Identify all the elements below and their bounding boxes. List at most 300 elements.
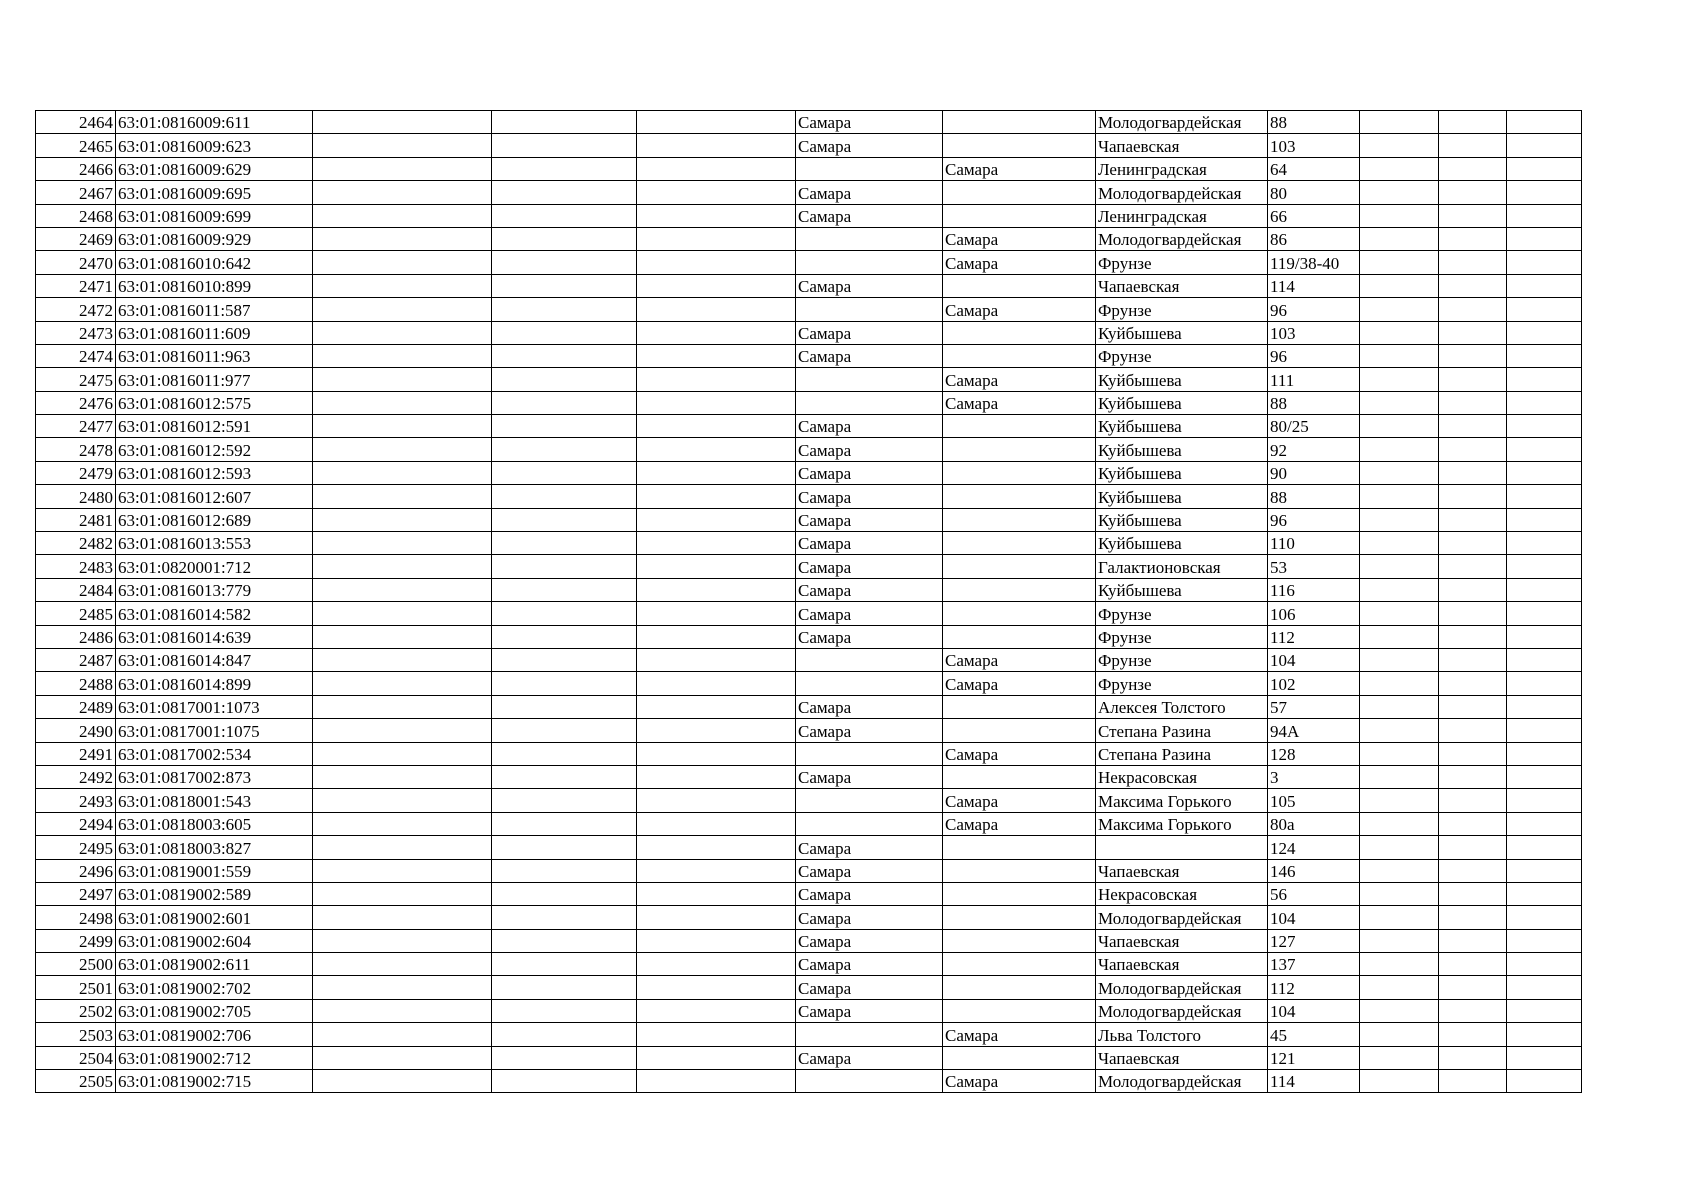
row-number-cell: 2490 — [36, 719, 116, 742]
empty-cell-3 — [313, 344, 492, 367]
row-number-cell: 2488 — [36, 672, 116, 695]
street-cell: Фрунзе — [1096, 344, 1268, 367]
empty-cell-12 — [1507, 508, 1582, 531]
empty-cell-10 — [1360, 134, 1439, 157]
house-number-cell: 56 — [1268, 882, 1360, 905]
cadastral-number-cell: 63:01:0816012:575 — [116, 391, 313, 414]
cadastral-number-cell: 63:01:0816012:592 — [116, 438, 313, 461]
cadastral-number-cell: 63:01:0816014:639 — [116, 625, 313, 648]
empty-cell-11 — [1439, 859, 1507, 882]
table-row — [36, 859, 1582, 882]
settlement-cell — [943, 321, 1096, 344]
empty-cell-11 — [1439, 1046, 1507, 1069]
empty-cell-4 — [492, 438, 637, 461]
city-cell: Самара — [796, 765, 943, 788]
empty-cell-5 — [637, 929, 796, 952]
house-number-cell: 88 — [1268, 485, 1360, 508]
table-row — [36, 672, 1582, 695]
empty-cell-12 — [1507, 111, 1582, 134]
row-number-cell: 2499 — [36, 929, 116, 952]
street-cell: Куйбышева — [1096, 368, 1268, 391]
table-row — [36, 251, 1582, 274]
row-number-cell: 2477 — [36, 415, 116, 438]
street-cell: Куйбышева — [1096, 485, 1268, 508]
empty-cell-4 — [492, 929, 637, 952]
settlement-cell: Самара — [943, 812, 1096, 835]
row-number-cell: 2489 — [36, 695, 116, 718]
street-cell: Молодогвардейская — [1096, 111, 1268, 134]
row-number-cell: 2504 — [36, 1046, 116, 1069]
cadastral-number-cell: 63:01:0816012:689 — [116, 508, 313, 531]
settlement-cell: Самара — [943, 391, 1096, 414]
empty-cell-3 — [313, 1070, 492, 1093]
empty-cell-3 — [313, 391, 492, 414]
empty-cell-11 — [1439, 602, 1507, 625]
city-cell: Самара — [796, 625, 943, 648]
settlement-cell — [943, 274, 1096, 297]
row-number-cell: 2476 — [36, 391, 116, 414]
empty-cell-11 — [1439, 251, 1507, 274]
empty-cell-3 — [313, 532, 492, 555]
empty-cell-12 — [1507, 976, 1582, 999]
house-number-cell: 104 — [1268, 999, 1360, 1022]
empty-cell-11 — [1439, 742, 1507, 765]
row-number-cell: 2465 — [36, 134, 116, 157]
cadastral-number-cell: 63:01:0819002:611 — [116, 953, 313, 976]
empty-cell-3 — [313, 906, 492, 929]
city-cell: Самара — [796, 111, 943, 134]
house-number-cell: 80а — [1268, 812, 1360, 835]
empty-cell-3 — [313, 578, 492, 601]
empty-cell-11 — [1439, 648, 1507, 671]
table-row — [36, 368, 1582, 391]
empty-cell-10 — [1360, 1070, 1439, 1093]
empty-cell-11 — [1439, 836, 1507, 859]
empty-cell-3 — [313, 625, 492, 648]
settlement-cell — [943, 602, 1096, 625]
settlement-cell — [943, 438, 1096, 461]
cadastral-number-cell: 63:01:0818001:543 — [116, 789, 313, 812]
empty-cell-4 — [492, 204, 637, 227]
street-cell: Молодогвардейская — [1096, 976, 1268, 999]
house-number-cell: 86 — [1268, 227, 1360, 250]
empty-cell-5 — [637, 485, 796, 508]
empty-cell-12 — [1507, 485, 1582, 508]
empty-cell-12 — [1507, 765, 1582, 788]
empty-cell-10 — [1360, 765, 1439, 788]
house-number-cell: 96 — [1268, 508, 1360, 531]
row-number-cell: 2491 — [36, 742, 116, 765]
street-cell: Некрасовская — [1096, 765, 1268, 788]
street-cell: Куйбышева — [1096, 461, 1268, 484]
settlement-cell — [943, 695, 1096, 718]
empty-cell-4 — [492, 344, 637, 367]
empty-cell-5 — [637, 321, 796, 344]
empty-cell-3 — [313, 999, 492, 1022]
city-cell: Самара — [796, 321, 943, 344]
cadastral-number-cell: 63:01:0819002:715 — [116, 1070, 313, 1093]
empty-cell-5 — [637, 578, 796, 601]
street-cell: Чапаевская — [1096, 953, 1268, 976]
settlement-cell: Самара — [943, 742, 1096, 765]
empty-cell-4 — [492, 415, 637, 438]
empty-cell-10 — [1360, 882, 1439, 905]
city-cell: Самара — [796, 578, 943, 601]
cadastral-number-cell: 63:01:0816009:929 — [116, 227, 313, 250]
settlement-cell — [943, 836, 1096, 859]
row-number-cell: 2478 — [36, 438, 116, 461]
empty-cell-12 — [1507, 227, 1582, 250]
street-cell: Молодогвардейская — [1096, 227, 1268, 250]
empty-cell-10 — [1360, 648, 1439, 671]
empty-cell-11 — [1439, 391, 1507, 414]
table-row — [36, 578, 1582, 601]
empty-cell-3 — [313, 321, 492, 344]
street-cell: Фрунзе — [1096, 672, 1268, 695]
empty-cell-4 — [492, 227, 637, 250]
settlement-cell: Самара — [943, 648, 1096, 671]
empty-cell-10 — [1360, 578, 1439, 601]
settlement-cell: Самара — [943, 672, 1096, 695]
cadastral-number-cell: 63:01:0819002:705 — [116, 999, 313, 1022]
empty-cell-12 — [1507, 344, 1582, 367]
city-cell — [796, 157, 943, 180]
city-cell: Самара — [796, 134, 943, 157]
empty-cell-12 — [1507, 532, 1582, 555]
empty-cell-5 — [637, 134, 796, 157]
empty-cell-5 — [637, 648, 796, 671]
table-row — [36, 1070, 1582, 1093]
empty-cell-12 — [1507, 134, 1582, 157]
house-number-cell: 121 — [1268, 1046, 1360, 1069]
table-row — [36, 953, 1582, 976]
house-number-cell: 88 — [1268, 391, 1360, 414]
empty-cell-12 — [1507, 321, 1582, 344]
empty-cell-10 — [1360, 181, 1439, 204]
empty-cell-10 — [1360, 251, 1439, 274]
empty-cell-10 — [1360, 625, 1439, 648]
empty-cell-4 — [492, 1046, 637, 1069]
empty-cell-12 — [1507, 1070, 1582, 1093]
empty-cell-11 — [1439, 157, 1507, 180]
city-cell: Самара — [796, 695, 943, 718]
empty-cell-12 — [1507, 812, 1582, 835]
table-row — [36, 157, 1582, 180]
city-cell: Самара — [796, 882, 943, 905]
empty-cell-10 — [1360, 836, 1439, 859]
table-row — [36, 344, 1582, 367]
table-row — [36, 742, 1582, 765]
settlement-cell: Самара — [943, 1023, 1096, 1046]
settlement-cell — [943, 578, 1096, 601]
empty-cell-3 — [313, 274, 492, 297]
city-cell — [796, 251, 943, 274]
house-number-cell: 53 — [1268, 555, 1360, 578]
empty-cell-3 — [313, 882, 492, 905]
house-number-cell: 137 — [1268, 953, 1360, 976]
street-cell: Степана Разина — [1096, 719, 1268, 742]
empty-cell-5 — [637, 298, 796, 321]
empty-cell-4 — [492, 882, 637, 905]
empty-cell-3 — [313, 204, 492, 227]
settlement-cell — [943, 415, 1096, 438]
street-cell: Ленинградская — [1096, 204, 1268, 227]
empty-cell-10 — [1360, 859, 1439, 882]
street-cell: Чапаевская — [1096, 859, 1268, 882]
empty-cell-10 — [1360, 929, 1439, 952]
empty-cell-4 — [492, 976, 637, 999]
city-cell — [796, 742, 943, 765]
cadastral-number-cell: 63:01:0820001:712 — [116, 555, 313, 578]
empty-cell-3 — [313, 765, 492, 788]
table-row — [36, 508, 1582, 531]
table-row — [36, 906, 1582, 929]
empty-cell-5 — [637, 765, 796, 788]
cadastral-number-cell: 63:01:0816014:847 — [116, 648, 313, 671]
city-cell — [796, 812, 943, 835]
empty-cell-4 — [492, 274, 637, 297]
settlement-cell — [943, 344, 1096, 367]
empty-cell-4 — [492, 251, 637, 274]
empty-cell-10 — [1360, 719, 1439, 742]
table-row — [36, 929, 1582, 952]
house-number-cell: 96 — [1268, 344, 1360, 367]
row-number-cell: 2480 — [36, 485, 116, 508]
empty-cell-11 — [1439, 929, 1507, 952]
table-row — [36, 765, 1582, 788]
city-cell — [796, 1070, 943, 1093]
table-row — [36, 719, 1582, 742]
cadastral-number-cell: 63:01:0816012:607 — [116, 485, 313, 508]
empty-cell-10 — [1360, 344, 1439, 367]
empty-cell-4 — [492, 578, 637, 601]
empty-cell-4 — [492, 298, 637, 321]
empty-cell-3 — [313, 368, 492, 391]
empty-cell-11 — [1439, 882, 1507, 905]
empty-cell-5 — [637, 906, 796, 929]
house-number-cell: 114 — [1268, 274, 1360, 297]
row-number-cell: 2498 — [36, 906, 116, 929]
empty-cell-11 — [1439, 812, 1507, 835]
street-cell: Молодогвардейская — [1096, 906, 1268, 929]
empty-cell-11 — [1439, 555, 1507, 578]
settlement-cell — [943, 859, 1096, 882]
row-number-cell: 2500 — [36, 953, 116, 976]
empty-cell-12 — [1507, 999, 1582, 1022]
street-cell — [1096, 836, 1268, 859]
street-cell: Степана Разина — [1096, 742, 1268, 765]
city-cell: Самара — [796, 1046, 943, 1069]
house-number-cell: 119/38-40 — [1268, 251, 1360, 274]
row-number-cell: 2496 — [36, 859, 116, 882]
house-number-cell: 64 — [1268, 157, 1360, 180]
settlement-cell: Самара — [943, 157, 1096, 180]
house-number-cell: 96 — [1268, 298, 1360, 321]
empty-cell-5 — [637, 227, 796, 250]
empty-cell-3 — [313, 789, 492, 812]
row-number-cell: 2479 — [36, 461, 116, 484]
house-number-cell: 57 — [1268, 695, 1360, 718]
empty-cell-12 — [1507, 1023, 1582, 1046]
table-row — [36, 602, 1582, 625]
empty-cell-10 — [1360, 789, 1439, 812]
empty-cell-5 — [637, 555, 796, 578]
empty-cell-4 — [492, 789, 637, 812]
empty-cell-11 — [1439, 625, 1507, 648]
empty-cell-4 — [492, 648, 637, 671]
house-number-cell: 66 — [1268, 204, 1360, 227]
city-cell: Самара — [796, 836, 943, 859]
empty-cell-10 — [1360, 391, 1439, 414]
table-row — [36, 227, 1582, 250]
empty-cell-4 — [492, 672, 637, 695]
empty-cell-5 — [637, 976, 796, 999]
empty-cell-12 — [1507, 555, 1582, 578]
settlement-cell — [943, 882, 1096, 905]
empty-cell-5 — [637, 532, 796, 555]
street-cell: Чапаевская — [1096, 1046, 1268, 1069]
empty-cell-10 — [1360, 1023, 1439, 1046]
street-cell: Фрунзе — [1096, 298, 1268, 321]
empty-cell-3 — [313, 181, 492, 204]
empty-cell-10 — [1360, 999, 1439, 1022]
city-cell: Самара — [796, 485, 943, 508]
empty-cell-4 — [492, 1023, 637, 1046]
city-cell: Самара — [796, 976, 943, 999]
empty-cell-12 — [1507, 368, 1582, 391]
street-cell: Фрунзе — [1096, 648, 1268, 671]
empty-cell-4 — [492, 532, 637, 555]
empty-cell-5 — [637, 672, 796, 695]
empty-cell-10 — [1360, 532, 1439, 555]
house-number-cell: 80/25 — [1268, 415, 1360, 438]
table-row — [36, 438, 1582, 461]
empty-cell-3 — [313, 227, 492, 250]
row-number-cell: 2472 — [36, 298, 116, 321]
empty-cell-3 — [313, 976, 492, 999]
empty-cell-10 — [1360, 274, 1439, 297]
empty-cell-5 — [637, 859, 796, 882]
cadastral-number-cell: 63:01:0819002:604 — [116, 929, 313, 952]
empty-cell-10 — [1360, 695, 1439, 718]
empty-cell-3 — [313, 438, 492, 461]
empty-cell-10 — [1360, 485, 1439, 508]
street-cell: Куйбышева — [1096, 532, 1268, 555]
empty-cell-3 — [313, 251, 492, 274]
row-number-cell: 2503 — [36, 1023, 116, 1046]
settlement-cell: Самара — [943, 1070, 1096, 1093]
table-row — [36, 999, 1582, 1022]
empty-cell-3 — [313, 298, 492, 321]
cadastral-number-cell: 63:01:0816011:963 — [116, 344, 313, 367]
empty-cell-3 — [313, 157, 492, 180]
empty-cell-10 — [1360, 157, 1439, 180]
empty-cell-4 — [492, 602, 637, 625]
row-number-cell: 2485 — [36, 602, 116, 625]
empty-cell-3 — [313, 859, 492, 882]
house-number-cell: 112 — [1268, 625, 1360, 648]
empty-cell-12 — [1507, 906, 1582, 929]
empty-cell-11 — [1439, 999, 1507, 1022]
empty-cell-4 — [492, 742, 637, 765]
row-number-cell: 2473 — [36, 321, 116, 344]
table-row — [36, 461, 1582, 484]
empty-cell-10 — [1360, 415, 1439, 438]
table-row — [36, 298, 1582, 321]
settlement-cell: Самара — [943, 368, 1096, 391]
empty-cell-11 — [1439, 976, 1507, 999]
empty-cell-5 — [637, 695, 796, 718]
empty-cell-11 — [1439, 485, 1507, 508]
empty-cell-5 — [637, 461, 796, 484]
settlement-cell: Самара — [943, 227, 1096, 250]
house-number-cell: 45 — [1268, 1023, 1360, 1046]
city-cell: Самара — [796, 274, 943, 297]
street-cell: Чапаевская — [1096, 929, 1268, 952]
empty-cell-4 — [492, 391, 637, 414]
settlement-cell — [943, 461, 1096, 484]
table-row — [36, 485, 1582, 508]
empty-cell-10 — [1360, 111, 1439, 134]
city-cell: Самара — [796, 719, 943, 742]
city-cell: Самара — [796, 953, 943, 976]
cadastral-number-cell: 63:01:0816011:977 — [116, 368, 313, 391]
house-number-cell: 116 — [1268, 578, 1360, 601]
empty-cell-5 — [637, 274, 796, 297]
settlement-cell — [943, 532, 1096, 555]
empty-cell-4 — [492, 953, 637, 976]
empty-cell-11 — [1439, 438, 1507, 461]
table-row — [36, 532, 1582, 555]
row-number-cell: 2502 — [36, 999, 116, 1022]
settlement-cell — [943, 181, 1096, 204]
city-cell: Самара — [796, 508, 943, 531]
settlement-cell — [943, 555, 1096, 578]
empty-cell-5 — [637, 953, 796, 976]
settlement-cell — [943, 929, 1096, 952]
table-row — [36, 321, 1582, 344]
table-row — [36, 789, 1582, 812]
street-cell: Фрунзе — [1096, 625, 1268, 648]
empty-cell-11 — [1439, 532, 1507, 555]
empty-cell-4 — [492, 134, 637, 157]
house-number-cell: 80 — [1268, 181, 1360, 204]
empty-cell-3 — [313, 929, 492, 952]
empty-cell-5 — [637, 204, 796, 227]
table-row — [36, 882, 1582, 905]
empty-cell-5 — [637, 1046, 796, 1069]
table-row — [36, 391, 1582, 414]
empty-cell-12 — [1507, 789, 1582, 812]
empty-cell-3 — [313, 953, 492, 976]
empty-cell-11 — [1439, 415, 1507, 438]
cadastral-number-cell: 63:01:0816009:629 — [116, 157, 313, 180]
street-cell: Молодогвардейская — [1096, 1070, 1268, 1093]
empty-cell-4 — [492, 555, 637, 578]
city-cell: Самара — [796, 602, 943, 625]
cadastral-number-cell: 63:01:0816011:587 — [116, 298, 313, 321]
street-cell: Молодогвардейская — [1096, 181, 1268, 204]
empty-cell-10 — [1360, 321, 1439, 344]
settlement-cell — [943, 111, 1096, 134]
empty-cell-5 — [637, 415, 796, 438]
empty-cell-5 — [637, 344, 796, 367]
empty-cell-4 — [492, 812, 637, 835]
empty-cell-11 — [1439, 789, 1507, 812]
table-row — [36, 204, 1582, 227]
cadastral-number-cell: 63:01:0819002:706 — [116, 1023, 313, 1046]
empty-cell-5 — [637, 368, 796, 391]
